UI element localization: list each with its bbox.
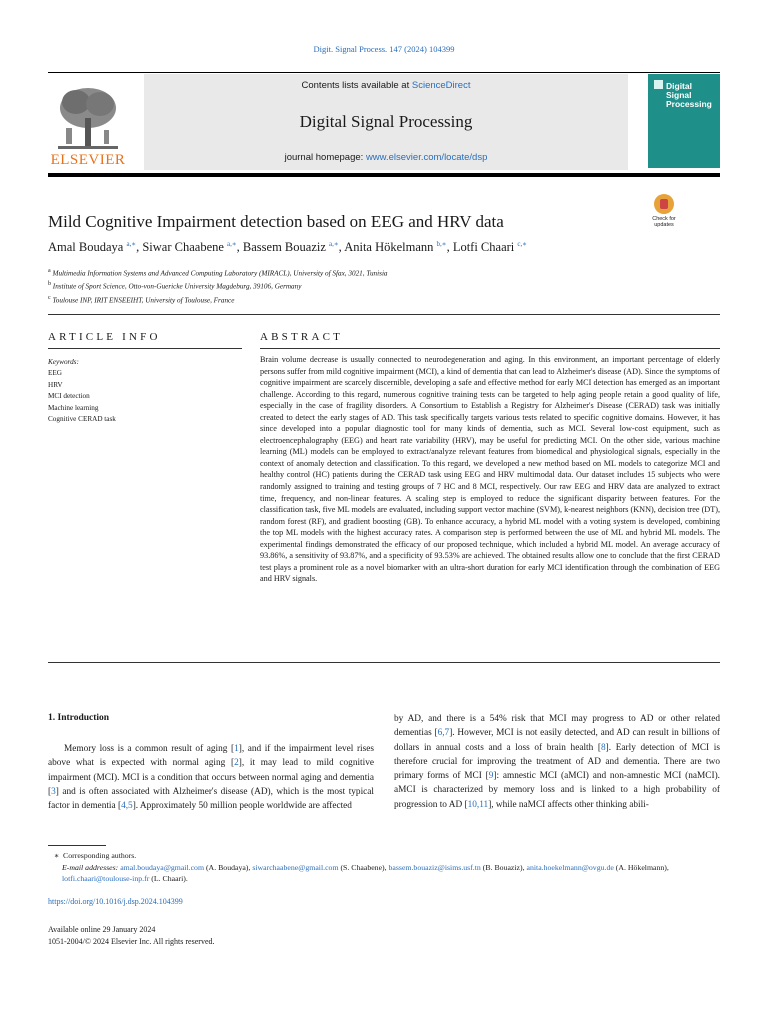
divider-top <box>48 314 720 315</box>
check-updates-icon <box>654 194 674 214</box>
footnote-block <box>48 850 720 885</box>
email-link[interactable]: lotfi.chaari@toulouse-inp.fr <box>62 874 150 883</box>
intro-column-left <box>48 742 374 813</box>
keyword-item[interactable]: HRV <box>48 380 63 389</box>
body-text: ], while naMCI affects other thinking abili- <box>488 799 649 810</box>
keyword-item[interactable]: MCI detection <box>48 392 90 401</box>
body-text: ], it may lead to mild cognitive impairment (MCI). MCI is a condition that occurs between normal aging and dementia [ <box>48 758 374 797</box>
email-owner: (L. Chaari). <box>149 874 188 883</box>
check-updates-label: Check for updates <box>652 216 676 228</box>
affiliation-text: Multimedia Information Systems and Advanced Computing Laboratory (MIRACL), University of Sfax, 3021, Tunisia <box>52 269 388 278</box>
affiliation-marker: c <box>48 294 51 301</box>
homepage-line <box>144 152 628 163</box>
email-owner: (S. Chaabene), <box>338 862 389 872</box>
cover-line-2: Signal <box>666 90 692 100</box>
availability-block <box>48 924 215 947</box>
homepage-link[interactable]: www.elsevier.com/locate/dsp <box>365 152 488 163</box>
citation-link[interactable]: 2 <box>234 758 239 769</box>
paper-title: Mild Cognitive Impairment detection based on EEG and HRV data <box>48 212 504 231</box>
citation-link[interactable]: 1 <box>234 744 239 754</box>
author-affiliation-marker[interactable]: b,∗ <box>436 240 447 248</box>
abstract-heading: ABSTRACT <box>260 331 344 343</box>
abstract-text: Brain volume decrease is usually connected to neurodegeneration and aging. In this environment, an important percentage of elderly persons suffer from mild cognitive impairment (MCI), a kind of dementia that can lead to Alzheimer's disease (AD). Since the symptoms of cognitive impairment are scarcely discernible, developing a safe and effective method for early MCI detection has emerged as an important challenge. According to this regard, numerous cognitive training tests can be targeted to help aging people retain a good quality of life, especially in the case of fragility disorders. A Consortium to Establish a Registry for Alzheimer's Disease (CERAD) task was initially created to detect the early stages of AD. This task specifically targets various tests related to specific cognitive domains. However, it has since developed into a popular diagnostic tool for many kinds of dementia, such as MCI. Several low-cost equipment, such as electroencephalography (EEG) and heart rate variability (HRV), may be useful for predicting MCI. On the other side, various machine learning (ML) models can be employed to extract/analyze relevant features from biomedical and physiological signals, especially in the context of anomaly detection and classification. To this regard, we developed a new method based on ML models to categorize MCI and healthy control (HC) patients during the CERAD task using EEG and HRV multimodal data. Our dataset includes 15 subjects who were randomly assigned to training and testing groups of 7 HC and 8 MCI, respectively. Our raw EEG and HRV data are analyzed to extract time, frequency, and non-linear features. A scaling step is employed to reduce the significant disparity between features. For the classification task, five ML models are evaluated, including support vector machine (SVM), k-nearest neighbors (KNN), decision tree (DT), random forest (RF), and gradient boosting (GB). To enhance accuracy, a hybrid ML model with a voting system is developed, combining the top ML models with the highest accuracy rates. A comparison step is performed between the use of ML and hybrid ML models. The experimental findings demonstrated the efficacy of our proposed technique, which included a hybrid ML model. An average accuracy of 93.86%, a sensitivity of 93.87%, and a specificity of 93.53% are achieved. The obtained results allow one to conclude that the first CERAD test plays a prominent role as a novel biomarker with an ultra-short duration for early MCI identification through the combination of EEG and HRV signals. <box>260 355 720 584</box>
citation-link[interactable]: 6,7 <box>437 728 450 739</box>
available-online: Available online 29 January 2024 <box>48 925 156 934</box>
divider-bottom <box>48 662 720 663</box>
author-affiliation-marker[interactable]: a,∗ <box>329 240 339 248</box>
publisher-wordmark: ELSEVIER <box>50 152 126 168</box>
body-text: ], and if the impairment level rises above what is expected with normal aging [ <box>48 744 375 769</box>
affiliation-list <box>48 266 388 306</box>
header-banner <box>144 74 628 170</box>
header-rule-top <box>48 72 720 73</box>
journal-header <box>48 72 720 172</box>
cover-title <box>666 82 712 109</box>
body-text: ]. Approximately 50 million people worldwide are affected <box>132 801 352 812</box>
article-info-divider <box>48 348 242 349</box>
affiliation-item <box>48 279 388 292</box>
section-heading-introduction: 1. Introduction <box>48 713 110 723</box>
affiliation-item <box>48 266 388 279</box>
author-name[interactable]: Bassem Bouaziz <box>242 240 326 255</box>
body-text: ]: amnestic MCI (aMCI) and non-amnestic MCI (naMCI). aMCI is characterized by memory loss and is linked to a high probability of progression to AD [ <box>394 771 720 810</box>
journal-cover[interactable] <box>648 74 720 168</box>
copyright-line: 1051-2004/© 2024 Elsevier Inc. All rights reserved. <box>48 936 215 946</box>
header-rule-bottom <box>48 173 720 177</box>
cover-line-3: Processing <box>666 99 712 109</box>
citation-link[interactable]: 10,11 <box>467 799 489 810</box>
contents-prefix: Contents lists available at <box>301 80 412 91</box>
cover-line-1: Digital <box>666 81 692 91</box>
citation-link[interactable]: 8 <box>601 742 606 753</box>
article-info-heading: ARTICLE INFO <box>48 331 161 343</box>
keywords-block <box>48 357 116 425</box>
affiliation-item <box>48 293 388 306</box>
keyword-item[interactable]: Cognitive CERAD task <box>48 415 116 424</box>
email-owner: (A. Hökelmann), <box>613 862 669 872</box>
citation-link[interactable]: 4,5 <box>121 801 133 812</box>
journal-title: Digital Signal Processing <box>299 112 473 131</box>
email-owner: (A. Boudaya), <box>204 862 253 872</box>
body-text: by AD, and there is a 54% risk that MCI may progress to AD or other related dementias [ <box>394 714 720 739</box>
body-text: Memory loss is a common result of aging [ <box>64 744 235 754</box>
author-name[interactable]: Lotfi Chaari <box>452 240 515 255</box>
sciencedirect-link[interactable]: ScienceDirect <box>411 80 471 91</box>
author-name[interactable]: Amal Boudaya <box>48 240 124 255</box>
citation-link[interactable]: 9 <box>488 771 494 782</box>
body-text: ] and is often associated with Alzheimer's disease (AD), which is the most typical factor in dementia [ <box>48 786 374 812</box>
email-link[interactable]: anita.hoekelmann@ovgu.de <box>526 862 614 872</box>
affiliation-marker: b <box>48 281 51 288</box>
author-name[interactable]: Anita Hökelmann <box>344 240 434 255</box>
email-link[interactable]: siwarchaabene@gmail.com <box>252 862 339 872</box>
author-affiliation-marker[interactable]: a,∗ <box>227 240 237 248</box>
body-text: ]. Early detection of MCI is therefore crucial for improving the treatment of AD and dementia. There are two primary forms of MCI [ <box>394 742 720 782</box>
intro-column-right <box>394 712 720 812</box>
body-text: ]. However, MCI is not easily detected, and AD can result in billions of dollars in annual costs and a loss of brain health [ <box>394 728 720 753</box>
keywords-label: Keywords: <box>48 358 79 366</box>
corresponding-text: Corresponding authors. <box>63 851 137 860</box>
doi-link[interactable]: https://doi.org/10.1016/j.dsp.2024.104399 <box>48 897 183 906</box>
homepage-prefix: journal homepage: <box>284 152 366 163</box>
abstract-divider <box>260 348 720 349</box>
keyword-item[interactable]: EEG <box>48 369 62 378</box>
author-name[interactable]: Siwar Chaabene <box>142 240 224 255</box>
affiliation-text: Toulouse INP, IRIT ENSEEIHT, University of Toulouse, France <box>52 296 235 305</box>
author-list: Amal Boudaya $^{a,∗}$, Siwar Chaabene $^{a,∗}$, Bassem Bouaziz $^{a,∗}$, Anita Hökelmann $^{b,∗}$, Lotfi Chaari $^{c,∗}$ <box>48 240 528 255</box>
affiliation-marker: a <box>48 268 51 274</box>
email-link[interactable]: amal.boudaya@gmail.com <box>120 862 205 872</box>
cover-mark-icon <box>654 80 663 89</box>
footnote-rule <box>48 845 106 846</box>
author-affiliation-marker[interactable]: c,∗ <box>517 240 528 248</box>
email-label: E-mail addresses: <box>62 862 119 872</box>
keyword-item[interactable]: Machine learning <box>48 403 99 412</box>
check-for-updates-button[interactable] <box>645 194 683 232</box>
corresponding-note: ∗ Corresponding authors. <box>48 851 137 860</box>
contents-line <box>144 80 628 91</box>
email-line <box>48 862 720 885</box>
affiliation-text: Institute of Sport Science, Otto-von-Guericke University Magdeburg, 39106, Germany <box>52 282 302 291</box>
citation-link[interactable]: 3 <box>51 786 56 797</box>
email-owner: (B. Bouaziz), <box>480 862 527 872</box>
journal-citation[interactable]: Digit. Signal Process. 147 (2024) 104399 <box>313 44 455 54</box>
author-affiliation-marker[interactable]: a,∗ <box>126 240 137 248</box>
email-link[interactable]: bassem.bouaziz@isims.usf.tn <box>388 862 481 872</box>
